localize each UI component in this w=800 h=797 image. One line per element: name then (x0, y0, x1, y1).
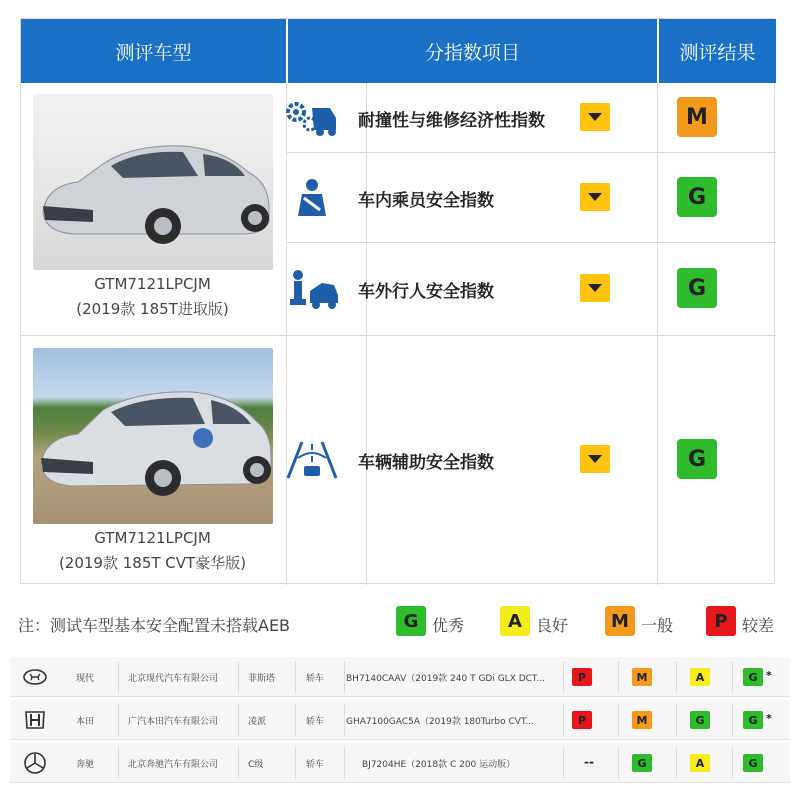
grade-pedestrian: G (677, 268, 717, 308)
grade-badge: P (572, 668, 592, 686)
header-result: 测评结果 (659, 19, 776, 83)
brand-cell: 本田 (76, 716, 95, 727)
mercedes-benz-logo-icon (22, 751, 48, 775)
legend-grade-a: A (500, 606, 530, 636)
maker-cell: 北京奔驰汽车有限公司 (128, 759, 219, 770)
grade-driver-assist: G (677, 439, 717, 479)
maker-cell: 北京现代汽车有限公司 (128, 673, 219, 684)
model-cell: C级 (248, 759, 264, 770)
grade-badge: G (743, 711, 763, 729)
legend-grade-m: M (605, 606, 635, 636)
model-cell: 凌派 (248, 716, 267, 727)
brand-cell: 现代 (76, 673, 95, 684)
type-cell: 轿车 (306, 759, 325, 770)
expand-arrow-driver-assist[interactable] (580, 445, 610, 473)
grade-badge: A (690, 668, 710, 686)
grade-none: -- (584, 755, 594, 769)
legend-grade-g: G (396, 606, 426, 636)
repair-gears-car-icon (282, 96, 342, 140)
header-sub-index: 分指数项目 (288, 19, 657, 83)
legend-label-g: 优秀 (432, 616, 465, 635)
item-label-occupant: 车内乘员安全指数 (358, 191, 494, 211)
footnote-star: * (766, 669, 772, 682)
aeb-note: 注：测试车型基本安全配置未搭载AEB (18, 616, 291, 635)
legend-label-a: 良好 (536, 616, 569, 635)
table-row (10, 657, 790, 697)
grade-badge: G (690, 711, 710, 729)
type-cell: 轿车 (306, 716, 325, 727)
footnote-star: * (766, 712, 772, 725)
maker-cell: 广汽本田汽车有限公司 (128, 716, 219, 727)
grade-repair: M (677, 97, 717, 137)
grade-badge: G (743, 668, 763, 686)
model-cell: 菲斯塔 (248, 673, 276, 684)
grade-occupant: G (677, 177, 717, 217)
comparison-table (10, 657, 790, 786)
grade-badge: G (743, 754, 763, 772)
item-label-driver-assist: 车辆辅助安全指数 (358, 453, 494, 473)
grade-badge: M (632, 711, 652, 729)
legend-label-m: 一般 (641, 616, 674, 635)
spec-cell: BH7140CAAV（2019款 240 T GDi GLX DCT... (346, 673, 545, 684)
expand-arrow-occupant[interactable] (580, 183, 610, 211)
expand-arrow-repair[interactable] (580, 103, 610, 131)
grade-badge: P (572, 711, 592, 729)
grade-badge: G (632, 754, 652, 772)
car-model-2: GTM7121LPCJM (94, 529, 211, 547)
car-variant-2: (2019款 185T CVT豪华版) (58, 554, 247, 572)
car-model-1: GTM7121LPCJM (94, 275, 211, 293)
lane-assist-icon (282, 438, 342, 482)
expand-arrow-pedestrian[interactable] (580, 274, 610, 302)
table-row (10, 743, 790, 783)
header-test-model: 测评车型 (21, 19, 286, 83)
legend-grade-p: P (706, 606, 736, 636)
car-variant-1: (2019款 185T进取版) (76, 300, 229, 318)
item-label-pedestrian: 车外行人安全指数 (358, 282, 494, 302)
car-photo-1 (33, 94, 273, 270)
item-label-repair: 耐撞性与维修经济性指数 (358, 111, 545, 131)
spec-cell: GHA7100GAC5A（2019款 180Turbo CVT... (346, 716, 534, 727)
type-cell: 轿车 (306, 673, 325, 684)
hyundai-logo-icon (22, 665, 48, 689)
honda-logo-icon (22, 708, 48, 732)
spec-cell: BJ7204HE（2018款 C 200 运动版） (362, 759, 516, 770)
table-row (10, 700, 790, 740)
pedestrian-car-icon (282, 267, 342, 311)
car-photo-2 (33, 348, 273, 524)
grade-badge: A (690, 754, 710, 772)
legend-label-p: 较差 (742, 616, 775, 635)
brand-cell: 奔驰 (76, 759, 95, 770)
grade-badge: M (632, 668, 652, 686)
seated-occupant-icon (282, 176, 342, 220)
